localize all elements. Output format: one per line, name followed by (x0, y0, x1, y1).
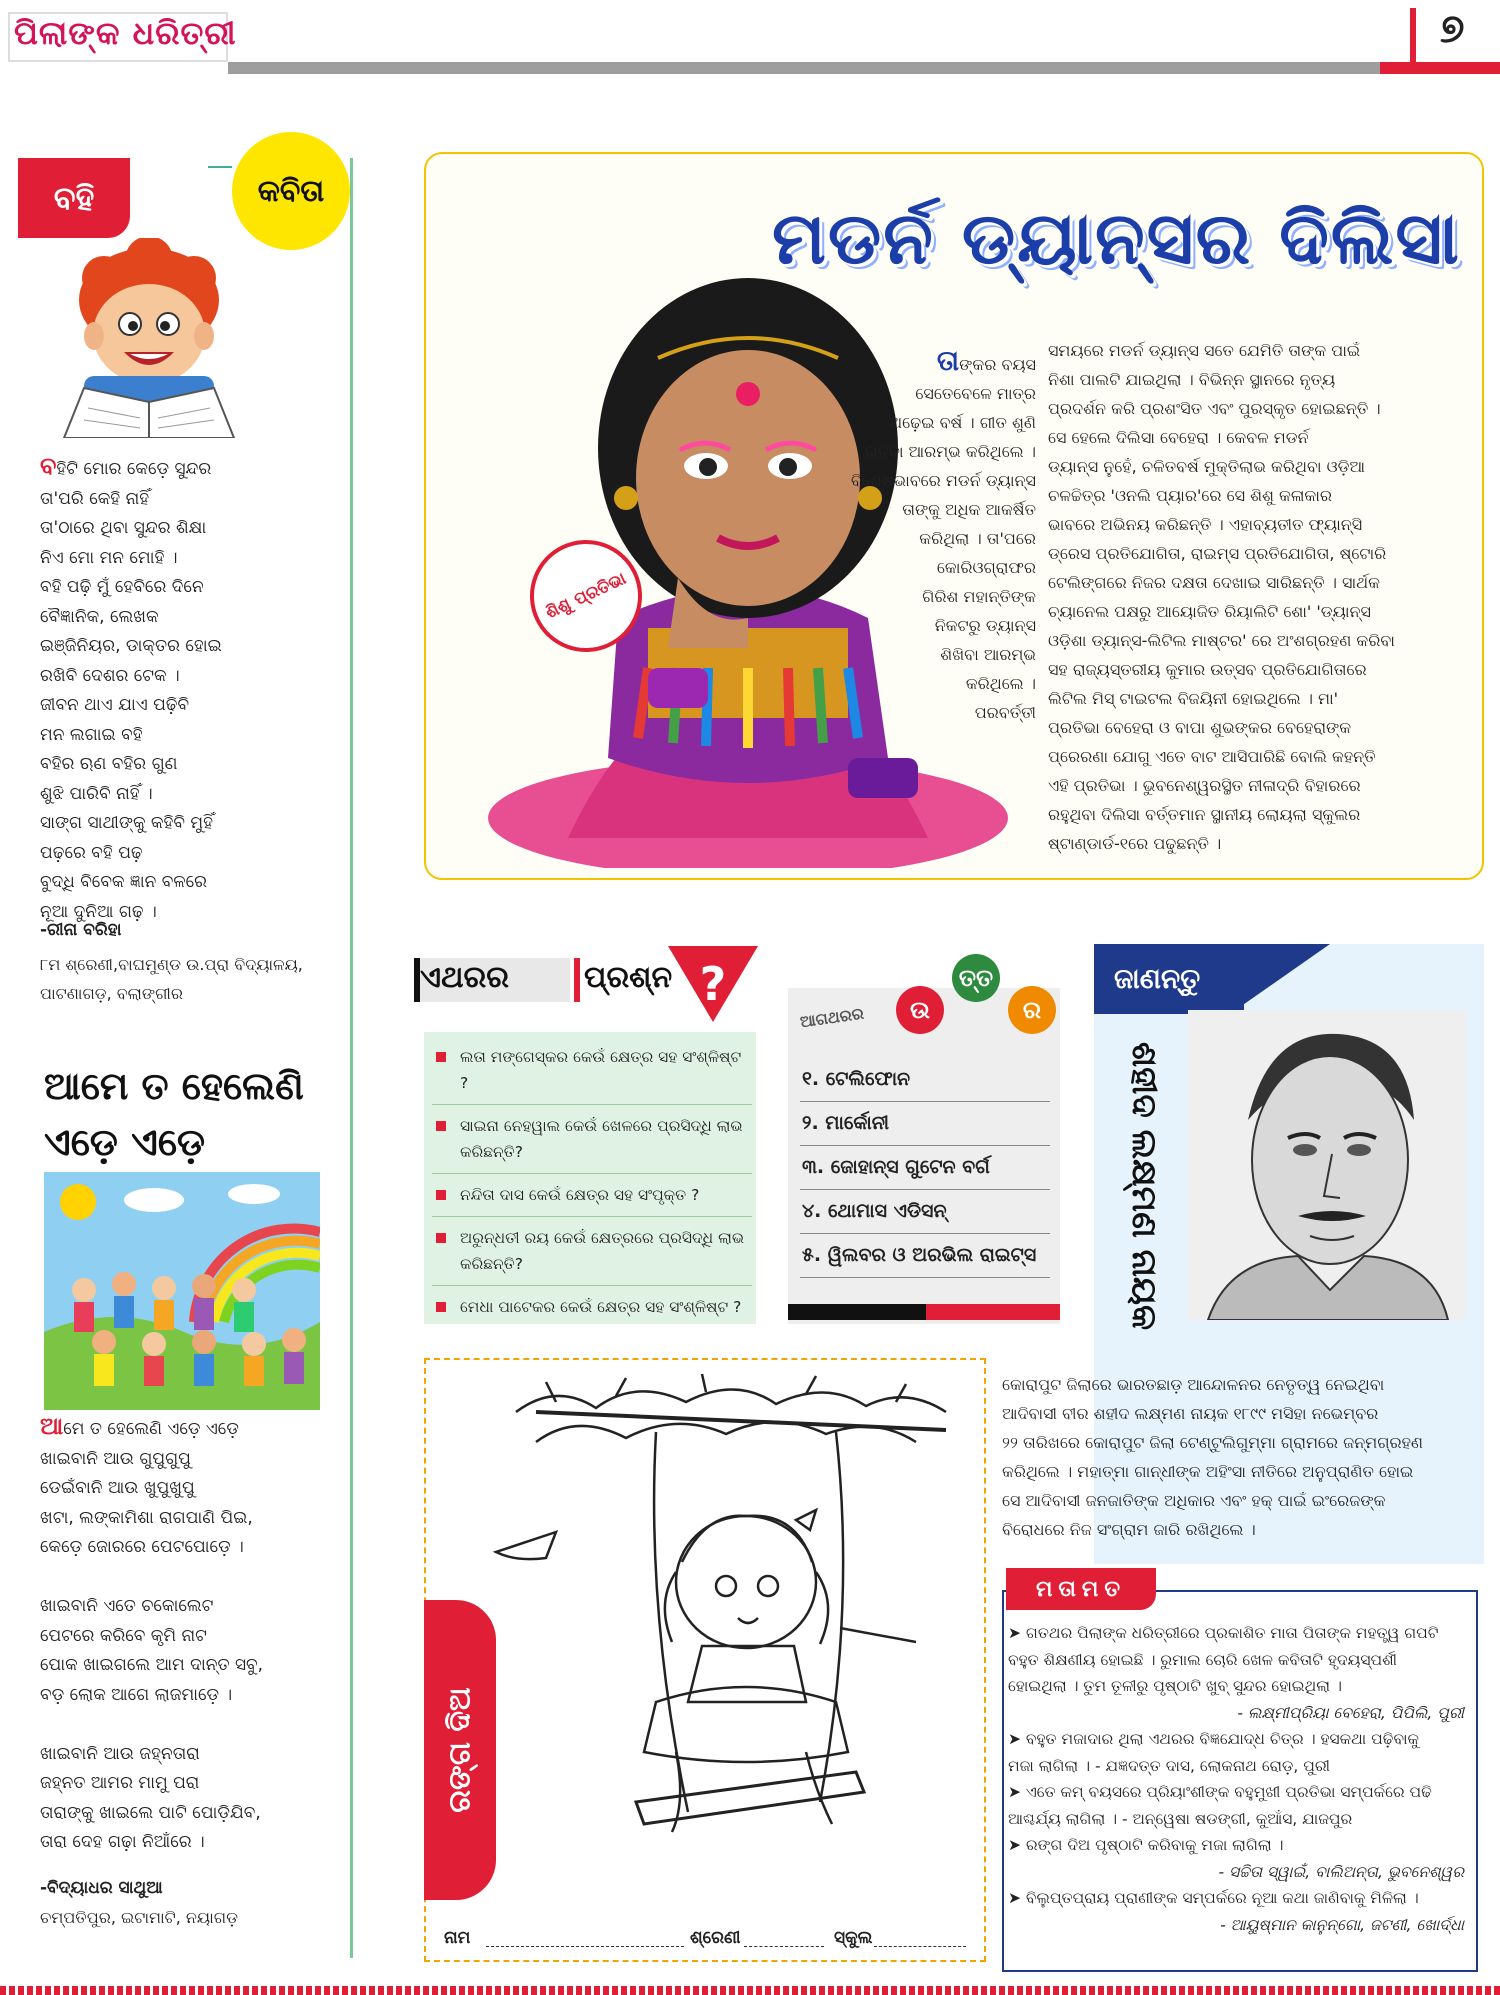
poem-line-text: ବହି ପଢ଼ି ମୁଁ ହେବିରେ ଦିନେ (40, 577, 204, 597)
poem-line-text: ବୁଦ୍ଧି ବିବେକ ଜ୍ଞାନ ବଳରେ (40, 872, 208, 892)
poem-line-text: ମନ ଲଗାଇ ବହି (40, 724, 143, 745)
know-person-name: ଶହୀଦ ଲକ୍ଷ୍ମଣ ନାୟକ (1124, 1041, 1164, 1331)
drop-cap: ବ (40, 452, 57, 480)
answer-item: ୪. ଥୋମାସ ଏଡିସନ୍ (800, 1190, 1050, 1234)
poem2-title-line-text: ଏଡ଼େ ଏଡ଼େ (44, 1120, 206, 1164)
know-text-line-text: କରିଥିଲେ । ମହାତ୍ମା ଗାନ୍ଧୀଙ୍କ ଅହିଂସା ନୀତିରେ ଅନୁପ୍ରାଣିତ ହୋଇ (1002, 1462, 1414, 1481)
feature-col2-line-text: ଲିଟିଲ ମିସ୍ ଟାଇଟଲ ବିଜୟିନୀ ହୋଇଥିଲେ । ମା' (1048, 689, 1339, 708)
quiz-question (432, 1182, 752, 1217)
girl-on-swing-outline (476, 1372, 966, 1884)
poem-line (40, 452, 330, 485)
poem-section-badge: କବିତା (232, 132, 350, 250)
poem2-line-text: ଖାଇବାନି ଆଉ ଗୁପୁଗୁପୁ (40, 1448, 191, 1469)
poem2-line-text: ଖଟା, ଲଙ୍କାମିଶା ରାଗପାଣି ପିଇ, (40, 1507, 253, 1528)
know-name-vertical (1116, 1026, 1172, 1346)
feature-headline: ମଡର୍ନ ଡ୍ୟାନ୍ସର ଦିଲିସା (772, 196, 1461, 280)
class-field-line[interactable] (744, 1946, 824, 1947)
footer-rule (0, 1986, 1500, 1995)
poem-line (40, 485, 330, 515)
quiz-question (432, 1294, 752, 1328)
answer-letter-3: ର (1008, 986, 1056, 1034)
poem2-line (40, 1445, 336, 1475)
bullet-icon (436, 1190, 446, 1200)
poem2-line (40, 1710, 336, 1740)
feature-col1-line-text: ନିକଟରୁ ଡ୍ୟାନ୍ସ (934, 616, 1036, 635)
feature-col1-line (826, 346, 1036, 379)
poem-line-text: ଇଞ୍ଜିନିୟର, ଡାକ୍ତର ହୋଇ (40, 636, 222, 656)
feature-col2-line-text: ନିଶା ପାଲଟି ଯାଇଥିଲା । ବିଭିନ୍ନ ସ୍ଥାନରେ ନୃତ୍ୟ (1048, 370, 1336, 389)
bullet-icon (436, 1052, 446, 1062)
coloring-tab (424, 1600, 496, 1900)
poem-line-text: ବହିର ଋଣ ବହିର ଗୁଣ (40, 754, 178, 774)
quiz-question-list (432, 1044, 752, 1336)
poem2-line-text: ବଡ଼ ଲୋକ ଆଗେ ଲାଜମାଡ଼େ । (40, 1684, 233, 1705)
feedback-entry (1008, 1620, 1470, 1726)
feature-col2-line-text: ଡ୍ରେସ ପ୍ରତିଯୋଗିତା, ରାଇମ୍ସ ପ୍ରତିଯୋଗିତା, ଷ୍ଟୋରି (1048, 544, 1387, 563)
question-mark-icon (668, 944, 758, 1024)
feature-col1-line (826, 669, 1036, 698)
name-field-line[interactable] (486, 1946, 684, 1947)
feedback-author: - ସଚ୍ଚିତା ସ୍ୱାଇଁ, ବାଲିଅନ୍ତା, ଭୁବନେଶ୍ୱର (1218, 1862, 1464, 1881)
poem-line (40, 809, 330, 839)
children-playing-illustration (44, 1172, 320, 1410)
coloring-tab-label: ରଙ୍ଗ ଦିଅ (442, 1687, 478, 1813)
quiz-question-text: ମେଧା ପାଟେକର କେଉଁ କ୍ଷେତ୍ର ସହ ସଂଶ୍ଳିଷ୍ଟ ? (460, 1298, 742, 1316)
poem2-line (40, 1412, 336, 1445)
poem2-line (40, 1651, 336, 1681)
poem-line-text: ତା'ଠାରେ ଥିବା ସୁନ୍ଦର ଶିକ୍ଷା (40, 518, 207, 538)
poem-line (40, 839, 330, 869)
feature-col1-line (826, 640, 1036, 669)
feature-col2-line-text: ଏହି ପ୍ରତିଭା । ଭୁବନେଶ୍ୱରସ୍ଥିତ ନୀଳାଦ୍ରି ବିହାରରେ (1048, 776, 1361, 795)
feedback-line: ଆଶ୍ଚର୍ଯ୍ୟ ଲାଗିଲା । - ଅନ୍ୱେଷା ଷଡଙ୍ଗୀ, କୁଆଁସ, ଯାଜପୁର (1008, 1809, 1353, 1828)
poem2-line (40, 1622, 336, 1652)
feature-col1-line-text: ସେତେବେଳେ ମାତ୍ର (915, 384, 1036, 403)
feature-column-1 (826, 346, 1036, 727)
answers-list (800, 1058, 1050, 1278)
poem2-line (40, 1828, 336, 1858)
feedback-line: ➤ ବହୁତ ମଜାଦାର ଥିଲା ଏଥରର ବିଜ୍ଞଯୋଦ୍ଧ ଚିତ୍ର । ହସକଥା ପଢ଼ିବାକୁ (1008, 1730, 1420, 1748)
poem-line (40, 603, 330, 633)
quiz-question-text: ନନ୍ଦିତା ଦାସ କେଉଁ କ୍ଷେତ୍ର ସହ ସଂପୃକ୍ତ ? (460, 1186, 700, 1204)
poem2-title (44, 1058, 344, 1170)
feature-col1-line-text: ଙ୍କର ବୟସ (959, 355, 1036, 374)
poem-line-text: ଜୀବନ ଥାଏ ଯାଏ ପଢ଼ିବି (40, 695, 190, 715)
poem-author: -ରୀନା ବରିହା (40, 920, 122, 940)
feature-col2-line (1048, 655, 1466, 684)
feature-col2-line-text: ଚ୍ୟାନେଲ ପକ୍ଷରୁ ଆୟୋଜିତ ରିୟାଲିଟି ଶୋ' 'ଡ୍ୟାନ୍ସ (1048, 602, 1371, 621)
masthead-title: ପିଲାଙ୍କ ଧରିତ୍ରୀ (14, 14, 237, 52)
coloring-form-row (440, 1928, 970, 1954)
poem-line (40, 632, 330, 662)
feature-col2-line (1048, 336, 1466, 365)
poem-body (40, 452, 330, 927)
feature-col2-line (1048, 452, 1466, 481)
poem-line-text: ରଖିବି ଦେଶର ଟେକ । (40, 665, 180, 686)
poem2-line-text (40, 1714, 45, 1734)
know-text-line-text: ସେ ଆଦିବାସୀ ଜନଜାତିଙ୍କ ଅଧିକାର ଏବଂ ହକ୍ ପାଇଁ ଇଂରେଜଙ୍କ (1002, 1491, 1386, 1510)
feedback-line: ➤ ଏତେ କମ୍ ବୟସରେ ପ୍ରିୟାଂଶୀଙ୍କ ବହୁମୁଖୀ ପ୍ରତିଭା ସମ୍ପର୍କରେ ପଢି (1008, 1783, 1432, 1801)
feature-col2-line (1048, 800, 1466, 829)
poem2-line-text: କେଡ଼େ ଜୋରରେ ପେଟପୋଡ଼େ । (40, 1537, 244, 1557)
feature-col2-line (1048, 510, 1466, 539)
svg-text:?: ? (699, 957, 727, 1011)
answer-letter-1: ଉ (896, 986, 944, 1034)
feedback-entry (1008, 1885, 1470, 1938)
poem2-line (40, 1740, 336, 1770)
poem-line (40, 544, 330, 574)
feature-col2-line-text: ଡ୍ୟାନ୍ସ ନୁହେଁ, ଚଳିତବର୍ଷ ମୁକ୍ତିଲାଭ କରିଥିବା ଓଡ଼ିଆ (1048, 457, 1365, 476)
poem-line (40, 573, 330, 603)
feedback-line: ହୋଇଥିଲା । ତୁମ ତୂଳୀରୁ ପୃଷ୍ଠାଟି ଖୁବ୍ ସୁନ୍ଦର ହୋଇଥିଲା । (1008, 1677, 1342, 1695)
answers-footer-accent (926, 1304, 1060, 1320)
feature-col2-line (1048, 713, 1466, 742)
poem-line-text: ସାଙ୍ଗ ସାଥୀଙ୍କୁ କହିବି ମୁହିଁ (40, 813, 214, 833)
poem-line-text: ବୈଜ୍ଞାନିକ, ଲେଖକ (40, 606, 159, 627)
school-line-text: ପାଟଣାଗଡ଼, ବଲାଙ୍ଗୀର (40, 984, 184, 1003)
poem2-line-text: ଜହ୍ନତ ଆମର ମାମୁ ପରା (40, 1773, 200, 1793)
feedback-tab: ମତାମତ (1006, 1568, 1156, 1610)
school-line (40, 979, 340, 1008)
feedback-author: - ଲକ୍ଷ୍ମୀପ୍ରିୟା ବେହେରା, ପିପିଲି, ପୁରୀ (1237, 1703, 1464, 1722)
feature-col1-line (826, 437, 1036, 466)
feature-col2-line-text: ପ୍ରଦର୍ଶନ କରି ପ୍ରଶଂସିତ ଏବଂ ପୁରସ୍କୃତ ହୋଇଛନ୍ତି । (1048, 399, 1381, 418)
know-tab-corner (1230, 944, 1330, 1014)
quiz-question-text: ସାଇନା ନେହୱାଲ କେଉଁ ଖେଳରେ ପ୍ରସିଦ୍ଧି ଲାଭ କରିଛନ୍ତି? (460, 1117, 743, 1161)
feature-col2-line (1048, 684, 1466, 713)
poem-line (40, 514, 330, 544)
poem2-line (40, 1592, 336, 1622)
know-text-line-text: ବିରୋଧରେ ନିଜ ସଂଗ୍ରାମ ଜାରି ରଖିଥିଲେ । (1002, 1520, 1256, 1539)
feature-col1-line-text: କରିଥିଲା । ତା'ପରେ (919, 529, 1036, 548)
drop-cap: ତା (936, 344, 960, 377)
feedback-list (1008, 1620, 1470, 1938)
school-field-label: ସ୍କୁଲ (834, 1928, 873, 1948)
feedback-entry (1008, 1779, 1470, 1832)
answers-footer-bar (788, 1304, 926, 1320)
quiz-label-this-week: ଏଥରର (420, 960, 510, 995)
poem-line-text: ପଢ଼ରେ ବହି ପଢ଼ (40, 842, 143, 863)
feature-col2-line (1048, 829, 1466, 858)
feedback-line: ➤ ବିଲୁପ୍ତପ୍ରାୟ ପ୍ରାଣୀଙ୍କ ସମ୍ପର୍କରେ ନୂଆ କଥା ଜାଣିବାକୁ ମିଳିଲା । (1008, 1889, 1419, 1907)
feature-col1-line-text: ଶିଖିବା ଆରମ୍ଭ (940, 645, 1036, 664)
feature-col2-line (1048, 539, 1466, 568)
quiz-question (432, 1225, 752, 1286)
feature-column-2 (1048, 336, 1466, 858)
feature-col2-line (1048, 742, 1466, 771)
feature-col2-line-text: ପ୍ରେରଣା ଯୋଗୁ ଏତେ ବାଟ ଆସିପାରିଛି ବୋଲି କହନ୍ତି (1048, 747, 1376, 766)
school-line-text: ୮ମ ଶ୍ରେଣୀ,ବାଘମୁଣ୍ଡ ଉ.ପ୍ରା ବିଦ୍ୟାଳୟ, (40, 955, 303, 974)
feature-col1-line (826, 379, 1036, 408)
bullet-icon (436, 1233, 446, 1243)
answer-item: ୧. ଟେଲିଫୋନ (800, 1058, 1050, 1102)
poem-line (40, 662, 330, 692)
feature-col2-line (1048, 597, 1466, 626)
know-text-line (1002, 1399, 1472, 1428)
poem-line-text: ତା'ପରି କେହି ନାହିଁ (40, 488, 150, 509)
poem2-line (40, 1563, 336, 1593)
name-field-label: ନାମ (444, 1928, 471, 1948)
feature-col2-line-text: ଓଡ଼ିଶା ଡ୍ୟାନ୍ସ-ଲିଟିଲ ମାଷ୍ଟର' ରେ ଅଂଶଗ୍ରହଣ କରିବା (1048, 631, 1395, 650)
answer-item: ୩. ଜୋହାନ୍ସ ଗୁଟେନ ବର୍ଗ (800, 1146, 1050, 1190)
poem2-title-line (44, 1114, 344, 1170)
drop-cap: ଆ (40, 1412, 64, 1440)
feature-col1-line (826, 698, 1036, 727)
quiz-question (432, 1113, 752, 1174)
poem-line (40, 780, 330, 810)
poem2-line-text: ପେଟରେ କରିବେ କୃମି ନାଟ (40, 1625, 207, 1646)
poem2-line-text: ଡେଇଁବାନି ଆଉ ଖୁପୁଖୁପୁ (40, 1478, 195, 1498)
poem2-line-text: ତାରାଙ୍କୁ ଖାଇଲେ ପାଟି ପୋଡ଼ିଯିବ, (40, 1802, 261, 1823)
poem2-line-text: ତାରା ଦେହ ଗଢ଼ା ନିଆଁରେ । (40, 1832, 205, 1852)
answer-item: ୫. ୱିଲବର ଓ ଅରଭିଲ ରାଇଟ୍ସ (800, 1234, 1050, 1278)
feature-col2-line-text: ସହ ରାଜ୍ୟସ୍ତରୀୟ କୁମାର ଉତ୍ସବ ପ୍ରତିଯୋଗିତାରେ (1048, 660, 1367, 679)
poem2-author: -ବିଦ୍ୟାଧର ସାଥୁଆ (40, 1878, 163, 1898)
feature-col1-line (826, 553, 1036, 582)
header-rule (228, 62, 1380, 74)
know-text-line (1002, 1486, 1472, 1515)
poem2-line-text: ଖାଇବାନି ଏତେ ଚକୋଲେଟ (40, 1596, 214, 1616)
poem-line (40, 691, 330, 721)
poem2-line-text: ମେ ତ ହେଲେଣି ଏଡ଼େ ଏଡ଼େ (63, 1419, 239, 1439)
feature-col2-line-text: ସମୟରେ ମଡର୍ନ ଡ୍ୟାନ୍ସ ସତେ ଯେମିତି ତାଙ୍କ ପାଇଁ (1048, 341, 1361, 360)
poem2-line (40, 1769, 336, 1799)
feature-col2-line-text: ପ୍ରତିଭା ବେହେରା ଓ ବାପା ଶୁଭଙ୍କର ବେହେରାଙ୍କ (1048, 718, 1352, 737)
quiz-question-text: ଲତା ମଙ୍ଗେସ୍କର କେଉଁ କ୍ଷେତ୍ର ସହ ସଂଶ୍ଳିଷ୍ଟ ? (460, 1048, 742, 1092)
poem2-line (40, 1533, 336, 1563)
answers-last-week-label: ଆଗଥରର (798, 1003, 865, 1032)
feature-col1-line (826, 495, 1036, 524)
poem2-title-line (44, 1058, 344, 1114)
feature-col1-line (826, 466, 1036, 495)
header-rule-accent (1380, 62, 1500, 74)
know-tab: ଜାଣନ୍ତୁ (1094, 944, 1244, 1014)
poem2-line-text: ପୋକ ଖାଇଗଲେ ଆମ ଦାନ୍ତ ସବୁ, (40, 1655, 264, 1675)
feature-col2-line-text: ରହୁଥିବା ଦିଲିସା ବର୍ତ୍ତମାନ ସ୍ଥାନୀୟ ଲୋୟଲା ସ୍କୁଲର (1048, 805, 1361, 824)
feature-col2-line (1048, 481, 1466, 510)
feature-col2-line-text: ଭାବରେ ଅଭିନୟ କରିଛନ୍ତି । ଏହାବ୍ୟତୀତ ଫ୍ୟାନ୍ସି (1048, 515, 1363, 534)
know-text-line (1002, 1428, 1472, 1457)
poem2-line-text (40, 1567, 45, 1587)
poem-line-text: ନିଏ ମୋ ମନ ମୋହି । (40, 547, 178, 568)
bullet-icon (436, 1121, 446, 1131)
answer-item: ୨. ମାର୍କୋନୀ (800, 1102, 1050, 1146)
feature-col1-line-text: ପରବର୍ତ୍ତୀ (974, 703, 1036, 722)
quiz-label-question: ପ୍ରଶ୍ନ (584, 960, 673, 995)
connector-line (208, 166, 232, 168)
poem-title-tab: ବହି (18, 158, 130, 238)
page-number-divider (1410, 8, 1416, 74)
class-field-label: ଶ୍ରେଣୀ (690, 1928, 741, 1948)
page-number: ୭ (1440, 6, 1465, 52)
feature-col2-line-text: ଚଳଚ୍ଚିତ୍ର 'ଓନଲି ପ୍ୟାର'ରେ ସେ ଶିଶୁ କଳାକାର (1048, 486, 1333, 505)
poem2-line (40, 1799, 336, 1829)
feature-col1-line (826, 582, 1036, 611)
feedback-entry (1008, 1832, 1470, 1885)
feedback-line: ➤ ରଙ୍ଗ ଦିଅ ପୃଷ୍ଠାଟି କରିବାକୁ ମଜା ଲାଗିଲା । (1008, 1836, 1284, 1854)
boy-reading-illustration (44, 238, 254, 438)
know-text-line (1002, 1515, 1472, 1544)
feature-col1-line-text: ତାଙ୍କୁ ଅଧିକ ଆକର୍ଷିତ (902, 500, 1036, 519)
poem-line-text: ଶୁଝି ପାରିବି ନାହିଁ । (40, 783, 153, 804)
feature-col1-line (826, 611, 1036, 640)
poem2-line (40, 1474, 336, 1504)
feature-col1-line-text: କୋରିଓଗ୍ରାଫର (936, 558, 1036, 577)
know-text-line-text: କୋରାପୁଟ ଜିଲାରେ ଭାରତଛାଡ଼ ଆନ୍ଦୋଳନର ନେତୃତ୍ୱ ନେଇଥିବା (1002, 1375, 1385, 1394)
feedback-author: - ଆୟୁଷ୍ମାନ କାନୁନ୍‌ଗୋ, ଜଟଣୀ, ଖୋର୍ଦ୍ଧା (1220, 1915, 1464, 1934)
know-description (1002, 1370, 1472, 1544)
poem-line (40, 868, 330, 898)
bullet-icon (436, 1302, 446, 1312)
feature-col1-line (826, 408, 1036, 437)
answer-letter-2: ତ୍ତ (952, 954, 1000, 1002)
feature-badge: ଶିଶୁ ପ୍ରତିଭା (512, 522, 661, 671)
feature-col2-line-text: ଷ୍ଟାଣ୍ଡାର୍ଡ-୧ରେ ପଢୁଛନ୍ତି । (1048, 834, 1222, 853)
know-text-line-text: ଆଦିବାସୀ ବୀର ଶହୀଦ ଲକ୍ଷ୍ମଣ ନାୟକ ୧୮୯୯ ମସିହା ନଭେମ୍ବର (1002, 1404, 1379, 1423)
feedback-line: ବହୁତ ଶିକ୍ଷଣୀୟ ହୋଇଛି । ରୁମାଲ ଚୋରି ଖେଳ କବିତାଟି ହୃଦୟସ୍ପର୍ଶୀ (1008, 1650, 1398, 1669)
feature-col2-line (1048, 394, 1466, 423)
poem2-line (40, 1681, 336, 1711)
know-text-line (1002, 1457, 1472, 1486)
poem2-body (40, 1412, 336, 1858)
school-field-line[interactable] (874, 1946, 966, 1947)
school-line (40, 950, 340, 979)
poem-line (40, 750, 330, 780)
poem2-title-line-text: ଆମେ ତ ହେଲେଣି (44, 1064, 304, 1108)
feature-col2-line (1048, 771, 1466, 800)
feature-col1-line-text: କରିଥିଲେ । (965, 674, 1036, 693)
poem-line-text: ନୂଆ ଦୁନିଆ ଗଢ଼ । (40, 901, 157, 922)
feature-col1-line-text: ଅଢ଼େଇ ବର୍ଷ । ଗୀତ ଶୁଣି (889, 413, 1036, 432)
feature-col2-line-text: ସେ ହେଲେ ଦିଲିସା ବେହେରା । କେବଳ ମଡର୍ନ (1048, 428, 1309, 447)
feature-col2-line-text: ଟେଲିଙ୍ଗରେ ନିଜର ଦକ୍ଷତା ଦେଖାଇ ସାରିଛନ୍ତି । ସାର୍ଥକ (1048, 573, 1380, 592)
poem2-line (40, 1504, 336, 1534)
poem-author-school (40, 950, 340, 1008)
quiz-question-text: ଅରୁନ୍ଧତୀ ରୟ କେଉଁ କ୍ଷେତ୍ରରେ ପ୍ରସିଦ୍ଧି ଲାଭ କରିଛନ୍ତି? (460, 1229, 745, 1273)
poem-line (40, 721, 330, 751)
portrait-sketch (1188, 1010, 1466, 1320)
quiz-question (432, 1044, 752, 1105)
feature-col1-line-text: ଗିରିଶ ମହାନ୍ତିଙ୍କ (922, 587, 1036, 606)
feedback-line: ମଜା ଲାଗିଲା । - ଯଜ୍ଞଦତ୍ତ ଦାସ, ଲୋକନାଥ ରୋଡ଼, ପୁରୀ (1008, 1756, 1330, 1775)
feature-col2-line (1048, 568, 1466, 597)
feature-col2-line (1048, 423, 1466, 452)
feature-col2-line (1048, 626, 1466, 655)
feature-col2-line (1048, 365, 1466, 394)
feature-col1-line (826, 524, 1036, 553)
poem2-author-place: ଚମ୍ପତିପୁର, ଇଟାମାଟି, ନୟାଗଡ଼ (40, 1908, 238, 1927)
feature-col1-line-text: ବିଶେଷଭାବରେ ମଡର୍ନ ଡ୍ୟାନ୍ସ (850, 471, 1036, 490)
feedback-line: ➤ ଗତଥର ପିଲାଙ୍କ ଧରିତ୍ରୀରେ ପ୍ରକାଶିତ ମାତା ପିତାଙ୍କ ମହତ୍ତ୍ୱ ଗପଟି (1008, 1624, 1439, 1642)
poem-line-text: ହିଟି ମୋର କେଡ଼େ ସୁନ୍ଦର (56, 459, 212, 479)
poem2-line-text: ଖାଇବାନି ଆଉ ଜହ୍ନତାରା (40, 1743, 200, 1764)
know-text-line (1002, 1370, 1472, 1399)
feedback-entry (1008, 1726, 1470, 1779)
feature-col1-line-text: ନାଚିବା ଆରମ୍ଭ କରିଥିଲେ । (864, 442, 1036, 461)
know-text-line-text: ୨୨ ତାରିଖରେ କୋରାପୁଟ ଜିଲା ଟେଣ୍ଟୁଲିଗୁମ୍ମା ଗ୍ରାମରେ ଜନ୍ମଗ୍ରହଣ (1002, 1433, 1424, 1452)
